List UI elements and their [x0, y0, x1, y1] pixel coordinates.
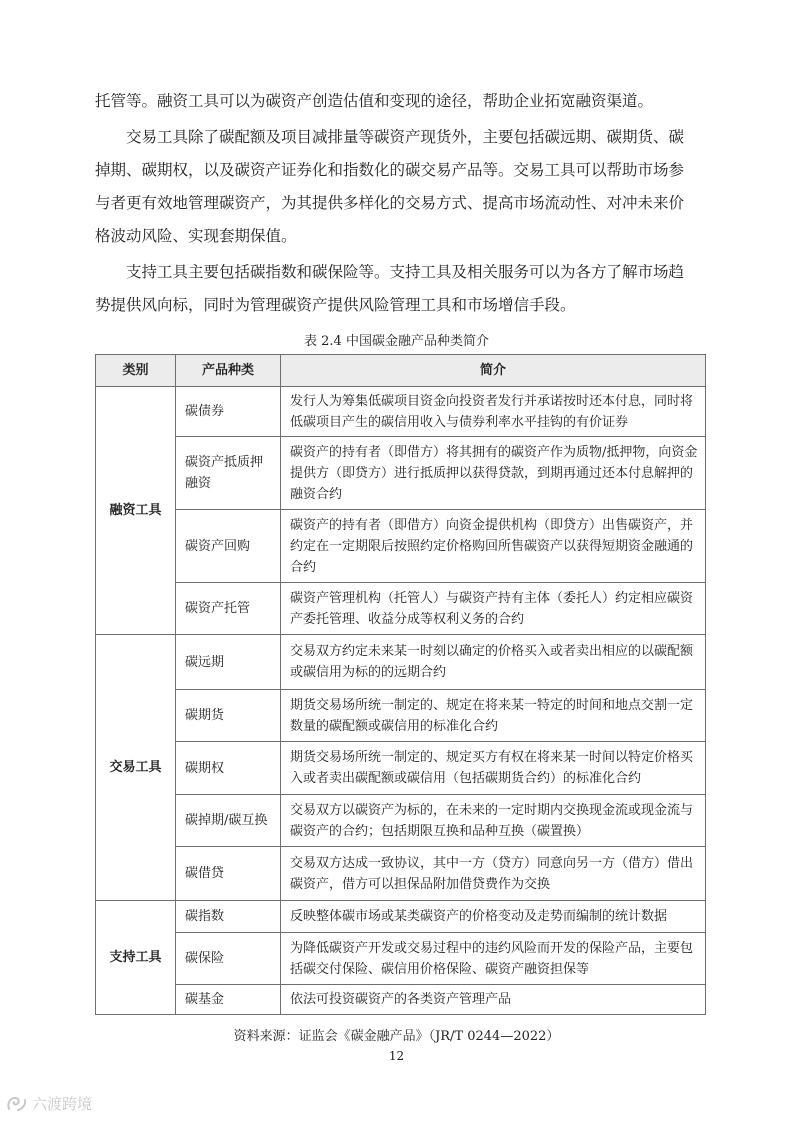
- table-row: [96, 847, 706, 901]
- description-cell: 碳资产的持有者（即借方）将其拥有的碳资产作为质物/抵押物，向资金提供方（即贷方）进行抵质押以获得贷款，到期再通过还本付息解押的融资合约: [281, 437, 706, 510]
- description-cell: 碳资产的持有者（即借方）向资金提供机构（即贷方）出售碳资产，并约定在一定期限后按照约定价格购回所售碳资产以获得短期资金融通的合约: [281, 510, 706, 583]
- header-description: 简介: [281, 355, 706, 387]
- product-cell: 碳基金: [176, 985, 281, 1015]
- page-number: 12: [388, 1049, 405, 1063]
- table-row: [96, 742, 706, 795]
- header-product: 产品种类: [176, 355, 281, 387]
- product-cell: 碳资产回购: [176, 510, 281, 583]
- product-cell: 碳债券: [176, 387, 281, 437]
- table-header-row: [96, 355, 706, 387]
- description-cell: 发行人为筹集低碳项目资金向投资者发行并承诺按时还本付息，同时将低碳项目产生的碳信用收入与债券利率水平挂钩的有价证券: [281, 387, 706, 437]
- carbon-finance-table: [95, 354, 706, 1015]
- description-cell: 交易双方达成一致协议，其中一方（贷方）同意向另一方（借方）借出碳资产，借方可以担保品附加借贷费作为交换: [281, 847, 706, 901]
- table-row: [96, 437, 706, 510]
- description-cell: 期货交易场所统一制定的、规定买方有权在将来某一时间以特定价格买入或者卖出碳配额或碳信用（包括碳期货合约）的标准化合约: [281, 742, 706, 795]
- product-cell: 碳资产抵质押融资: [176, 437, 281, 510]
- description-cell: 依法可投资碳资产的各类资产管理产品: [281, 985, 706, 1015]
- table-row: [96, 635, 706, 690]
- product-cell: 碳指数: [176, 901, 281, 933]
- product-cell: 碳借贷: [176, 847, 281, 901]
- category-trading: 交易工具: [96, 635, 176, 901]
- table-row: [96, 510, 706, 583]
- brand-logo-icon: [6, 1094, 28, 1114]
- product-cell: 碳掉期/碳互换: [176, 795, 281, 847]
- product-cell: 碳期权: [176, 742, 281, 795]
- table-row: [96, 690, 706, 742]
- description-cell: 交易双方以碳资产为标的，在未来的一定时期内交换现金流或现金流与碳资产的合约；包括期限互换和品种互换（碳置换）: [281, 795, 706, 847]
- table-row: [96, 795, 706, 847]
- product-cell: 碳资产托管: [176, 583, 281, 635]
- description-cell: 期货交易场所统一制定的、规定在将来某一特定的时间和地点交割一定数量的碳配额或碳信用的标准化合约: [281, 690, 706, 742]
- description-cell: 交易双方约定未来某一时刻以确定的价格买入或者卖出相应的以碳配额或碳信用为标的的远期合约: [281, 635, 706, 690]
- table-row: [96, 985, 706, 1015]
- table-row: [96, 933, 706, 985]
- paragraph-1: 托管等。融资工具可以为碳资产创造估值和变现的途径，帮助企业拓宽融资渠道。: [95, 92, 654, 110]
- category-financing: 融资工具: [96, 387, 176, 635]
- paragraph-3: 支持工具主要包括碳指数和碳保险等。支持工具及相关服务可以为各方了解市场趋势提供风向标，同时为管理碳资产提供风险管理工具和市场增信手段。: [95, 263, 685, 314]
- description-cell: 碳资产管理机构（托管人）与碳资产持有主体（委托人）约定相应碳资产委托管理、收益分成等权利义务的合约: [281, 583, 706, 635]
- table-row: [96, 901, 706, 933]
- description-cell: 反映整体碳市场或某类碳资产的价格变动及走势而编制的统计数据: [281, 901, 706, 933]
- watermark-text: 六渡跨境: [32, 1095, 93, 1113]
- product-cell: 碳保险: [176, 933, 281, 985]
- description-cell: 为降低碳资产开发或交易过程中的违约风险而开发的保险产品，主要包括碳交付保险、碳信用价格保险、碳资产融资担保等: [281, 933, 706, 985]
- table-row: [96, 583, 706, 635]
- paragraph-2: 交易工具除了碳配额及项目减排量等碳资产现货外，主要包括碳远期、碳期货、碳掉期、碳期权，以及碳资产证券化和指数化的碳交易产品等。交易工具可以帮助市场参与者更有效地管理碳资产，为其提供多样化的交易方式、提高市场流动性、对冲未来价格波动风险、实现套期保值。: [95, 128, 685, 245]
- header-category: 类别: [96, 355, 176, 387]
- table-row: [96, 387, 706, 437]
- category-support: 支持工具: [96, 901, 176, 1015]
- source-note: 资料来源：证监会《碳金融产品》（JR/T 0244—2022）: [233, 1029, 560, 1044]
- table-caption: 表 2.4 中国碳金融产品种类简介: [304, 334, 489, 349]
- product-cell: 碳远期: [176, 635, 281, 690]
- watermark: [6, 1093, 92, 1114]
- product-cell: 碳期货: [176, 690, 281, 742]
